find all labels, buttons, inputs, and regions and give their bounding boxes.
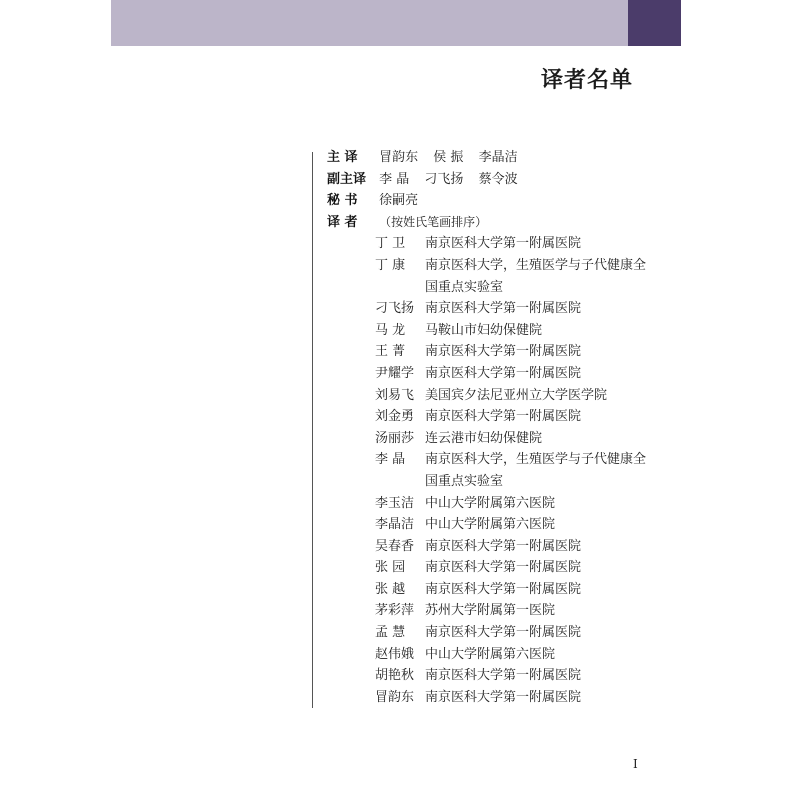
translator-name: 张 越 bbox=[375, 581, 406, 597]
person-name: 刁飞扬 bbox=[424, 171, 464, 187]
list-item bbox=[375, 233, 647, 255]
translators-label: 译 者 bbox=[327, 214, 358, 230]
translator-affiliation: 连云港市妇幼保健院 bbox=[425, 430, 543, 446]
person-name: 蔡令波 bbox=[478, 171, 518, 187]
list-item bbox=[375, 514, 647, 536]
person-name: 侯 振 bbox=[433, 150, 464, 165]
list-item bbox=[375, 406, 647, 428]
translator-name: 冒韵东 bbox=[375, 689, 415, 705]
list-item bbox=[375, 600, 647, 622]
translator-affiliation: 南京医科大学第一附属医院 bbox=[425, 625, 582, 641]
translator-name: 孟 慧 bbox=[375, 625, 406, 641]
translators-row bbox=[327, 212, 647, 234]
translator-name: 尹耀学 bbox=[375, 365, 415, 381]
translator-affiliation: 南京医科大学第一附属医院 bbox=[425, 344, 582, 360]
person-name: 李晶洁 bbox=[478, 150, 518, 165]
translator-name: 赵伟娥 bbox=[375, 646, 415, 662]
list-item bbox=[375, 255, 647, 298]
list-item bbox=[375, 644, 647, 666]
list-item bbox=[375, 579, 647, 601]
translator-name: 刘金勇 bbox=[375, 409, 415, 425]
translator-affiliation: 南京医科大学第一附属医院 bbox=[425, 560, 582, 576]
list-item bbox=[375, 341, 647, 363]
deputy-translators-label: 副主译 bbox=[327, 171, 367, 187]
list-item bbox=[375, 687, 647, 709]
chief-translators-names bbox=[379, 147, 528, 169]
list-item bbox=[375, 622, 647, 644]
translator-affiliation: 南京医科大学第一附属医院 bbox=[425, 538, 582, 554]
translator-name: 茅彩萍 bbox=[375, 603, 415, 619]
person-name: 李 晶 bbox=[379, 171, 410, 187]
translator-affiliation: 中山大学附属第六医院 bbox=[425, 495, 556, 511]
person-name: 冒韵东 bbox=[379, 150, 419, 165]
translator-affiliation: 南京医科大学第一附属医院 bbox=[425, 236, 582, 252]
translator-affiliation: 苏州大学附属第一医院 bbox=[425, 603, 556, 619]
translator-list bbox=[375, 233, 647, 708]
translator-affiliation: 南京医科大学第一附属医院 bbox=[425, 689, 582, 705]
list-item bbox=[375, 557, 647, 579]
translator-affiliation: 南京医科大学第一附属医院 bbox=[425, 668, 582, 684]
translator-credits bbox=[327, 147, 647, 708]
translator-affiliation: 南京医科大学，生殖医学与子代健康全国重点实验室 bbox=[425, 452, 647, 489]
chief-translators-label: 主 译 bbox=[327, 150, 358, 165]
translator-name: 汤丽莎 bbox=[375, 430, 415, 446]
vertical-rule bbox=[312, 152, 313, 708]
translator-name: 王 菁 bbox=[375, 344, 406, 360]
secretary-names bbox=[379, 190, 429, 212]
translator-name: 丁 康 bbox=[375, 257, 406, 273]
translator-affiliation: 马鞍山市妇幼保健院 bbox=[425, 322, 543, 338]
translator-name: 刁飞扬 bbox=[375, 301, 415, 317]
list-item bbox=[375, 493, 647, 515]
list-item bbox=[375, 449, 647, 492]
list-item bbox=[375, 536, 647, 558]
translator-affiliation: 南京医科大学第一附属医院 bbox=[425, 409, 582, 425]
chief-translators-row bbox=[327, 147, 647, 169]
deputy-translators-names bbox=[379, 169, 528, 191]
list-item bbox=[375, 298, 647, 320]
list-item bbox=[375, 320, 647, 342]
translator-name: 胡艳秋 bbox=[375, 668, 415, 684]
translator-name: 李玉洁 bbox=[375, 495, 415, 511]
translator-affiliation: 南京医科大学第一附属医院 bbox=[425, 365, 582, 381]
translator-name: 马 龙 bbox=[375, 322, 406, 338]
translator-affiliation: 中山大学附属第六医院 bbox=[425, 517, 556, 533]
translator-name: 张 园 bbox=[375, 560, 406, 576]
person-name: 徐嗣亮 bbox=[379, 193, 419, 209]
deputy-translators-row bbox=[327, 169, 647, 191]
list-item bbox=[375, 428, 647, 450]
translator-affiliation: 南京医科大学第一附属医院 bbox=[425, 301, 582, 317]
translator-name: 刘易飞 bbox=[375, 387, 415, 403]
list-item bbox=[375, 385, 647, 407]
translator-affiliation: 中山大学附属第六医院 bbox=[425, 646, 556, 662]
page-title: 译者名单 bbox=[541, 68, 634, 93]
translator-affiliation: 南京医科大学第一附属医院 bbox=[425, 581, 582, 597]
translator-name: 李晶洁 bbox=[375, 517, 415, 533]
translator-name: 丁 卫 bbox=[375, 236, 406, 252]
header-band bbox=[111, 0, 681, 46]
translator-affiliation: 美国宾夕法尼亚州立大学医学院 bbox=[425, 387, 608, 403]
secretary-label: 秘 书 bbox=[327, 193, 358, 209]
secretary-row bbox=[327, 190, 647, 212]
translator-name: 李 晶 bbox=[375, 452, 406, 468]
header-accent-block bbox=[628, 0, 681, 46]
translator-name: 吴春香 bbox=[375, 538, 415, 554]
list-item bbox=[375, 665, 647, 687]
page-number: I bbox=[633, 757, 638, 771]
ordering-note: （按姓氏笔画排序） bbox=[379, 214, 488, 229]
translator-affiliation: 南京医科大学，生殖医学与子代健康全国重点实验室 bbox=[425, 257, 647, 295]
list-item bbox=[375, 363, 647, 385]
